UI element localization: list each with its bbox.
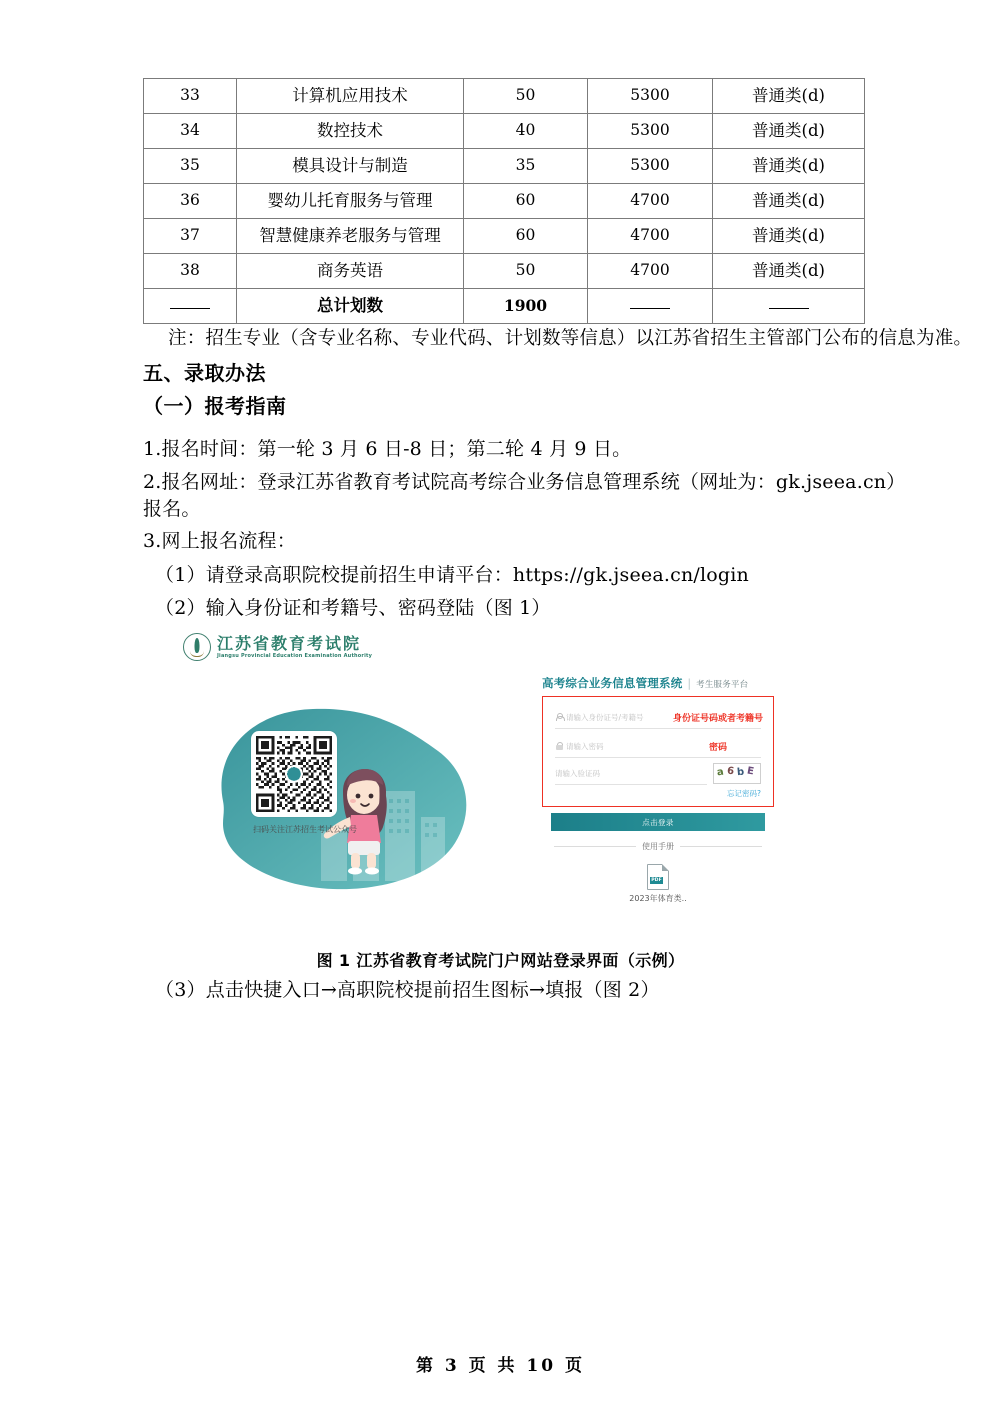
cell-fee: 4700 [588,184,713,219]
login-panel [542,675,774,904]
lock-icon [555,742,563,750]
captcha-input[interactable] [555,762,707,785]
cell-fee: 4700 [588,254,713,289]
cell-type-dash [713,289,865,324]
subsection-heading-one: （一）报考指南 [143,394,287,418]
document-name: 2023年体育类.. [629,894,687,903]
qr-code-image [256,736,332,812]
cell-no: 38 [144,254,237,289]
paragraph-step-2: （2）输入身份证和考籍号、密码登陆（图 1） [155,597,551,619]
cell-no: 33 [144,79,237,114]
user-icon [555,713,563,721]
enrollment-plan-table [143,78,865,324]
jseea-emblem-icon [183,633,211,661]
account-input[interactable]: 请输入身份证号/考籍号 [566,712,644,722]
qr-code-card [251,731,337,817]
paragraph-step-3: （3）点击快捷入口→高职院校提前招生图标→填报（图 2） [155,979,660,1001]
password-input[interactable]: 请输入密码 [566,741,604,751]
cell-name: 计算机应用技术 [237,79,464,114]
login-form-highlight-box [542,696,774,807]
system-title: 高考综合业务信息管理系统 [542,676,683,690]
paragraph-step-1: （1）请登录高职院校提前招生申请平台：https://gk.jseea.cn/login [155,564,749,586]
password-field-row[interactable] [555,735,761,758]
manual-label: 使用手册 [642,842,674,851]
cell-type: 普通类(d) [713,254,865,289]
jseea-logo [183,633,372,661]
table-row [144,219,865,254]
logo-text [217,633,373,659]
paragraph-item-2-continuation: 报名。 [143,498,201,520]
cell-no: 35 [144,149,237,184]
table-note: 注：招生专业（含专业名称、专业代码、计划数等信息）以江苏省招生主管部门公布的信息为准。 [168,328,973,349]
cell-name: 智慧健康养老服务与管理 [237,219,464,254]
cell-no: 37 [144,219,237,254]
logo-title-en: Jiangsu Provincial Education Examination Authority [217,652,373,659]
cell-type: 普通类(d) [713,219,865,254]
cell-fee: 5300 [588,114,713,149]
pdf-tag: PDF [651,878,662,883]
cell-no-dash [144,289,237,324]
captcha-image[interactable]: a 6 b E [713,763,761,784]
cell-type: 普通类(d) [713,79,865,114]
qr-caption: 扫码关注江苏招生考试公众号 [253,825,357,834]
title-separator: | [687,677,692,690]
dash-mark [630,300,670,309]
cell-fee: 4700 [588,219,713,254]
captcha-row [555,762,761,785]
annotation-password: 密码 [708,743,727,753]
cell-total-plan: 1900 [464,289,588,324]
cell-fee-dash [588,289,713,324]
login-button[interactable]: 点击登录 [551,813,765,831]
paragraph-item-1: 1.报名时间：第一轮 3 月 6 日-8 日；第二轮 4 月 9 日。 [143,438,632,460]
system-title-bar [542,675,774,691]
cell-name: 商务英语 [237,254,464,289]
table-row [144,79,865,114]
annotation-account: 身份证号码或者考籍号 [672,714,763,724]
table-row [144,114,865,149]
promo-illustration [193,691,493,921]
cell-type: 普通类(d) [713,184,865,219]
cell-plan: 60 [464,219,588,254]
cell-name: 模具设计与制造 [237,149,464,184]
cell-plan: 40 [464,114,588,149]
cell-plan: 50 [464,254,588,289]
divider-right [680,846,762,847]
cell-total-label: 总计划数 [237,289,464,324]
divider-left [554,846,636,847]
cell-no: 36 [144,184,237,219]
qr-svg [256,736,332,812]
dash-mark [170,300,210,309]
pdf-file-icon [647,864,669,890]
cell-name: 数控技术 [237,114,464,149]
cell-fee: 5300 [588,149,713,184]
page-footer: 第 3 页 共 10 页 [415,1356,586,1376]
paragraph-item-3: 3.网上报名流程： [143,530,296,552]
cell-no: 34 [144,114,237,149]
account-field-row[interactable] [555,706,761,729]
illustration-svg [193,691,493,921]
table-row [144,149,865,184]
table-row [144,184,865,219]
cell-plan: 50 [464,79,588,114]
section-heading-five: 五、录取办法 [143,361,266,385]
figure-login-screenshot [183,633,783,933]
manual-document-item[interactable] [542,864,774,904]
cell-plan: 60 [464,184,588,219]
figure-caption: 图 1 江苏省教育考试院门户网站登录界面（示例） [316,951,685,970]
captcha-placeholder: 请输入验证码 [555,768,600,778]
paragraph-item-2: 2.报名网址：登录江苏省教育考试院高考综合业务信息管理系统（网址为：gk.jseea.cn） [143,471,906,493]
cell-fee: 5300 [588,79,713,114]
forgot-password-link[interactable]: 忘记密码? [727,789,761,798]
logo-title-cn: 江苏省教育考试院 [217,633,362,653]
manual-divider-row [542,841,774,852]
cell-name: 婴幼儿托育服务与管理 [237,184,464,219]
cell-type: 普通类(d) [713,114,865,149]
cell-plan: 35 [464,149,588,184]
cell-type: 普通类(d) [713,149,865,184]
table-row [144,254,865,289]
dash-mark [769,300,809,309]
system-subtitle: 考生服务平台 [696,680,749,690]
table-total-row [144,289,865,324]
